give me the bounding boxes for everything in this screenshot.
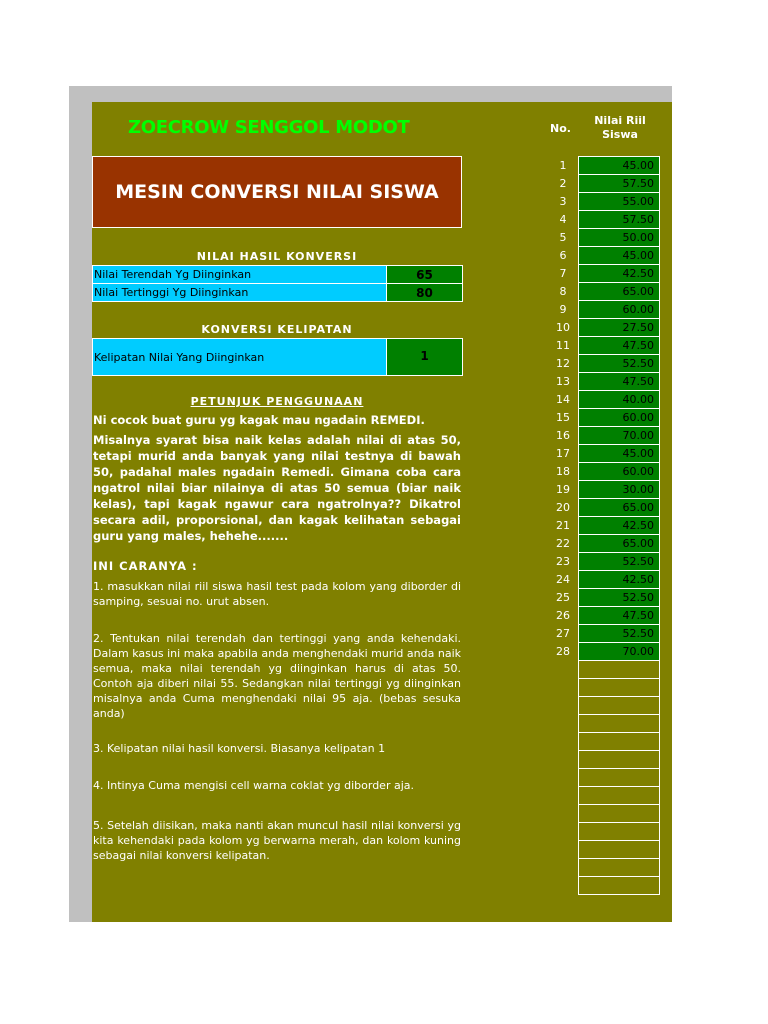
table-row xyxy=(548,607,660,625)
table-row xyxy=(548,859,660,877)
main-heading: MESIN CONVERSI NILAI SISWA xyxy=(115,181,439,203)
table-row xyxy=(548,625,660,643)
row-number xyxy=(548,679,579,697)
row-number: 10 xyxy=(556,321,570,334)
score-cell[interactable]: 52.50 xyxy=(579,625,660,643)
table-row xyxy=(548,337,660,355)
table-row xyxy=(548,481,660,499)
row-number xyxy=(548,715,579,733)
score-cell[interactable]: 70.00 xyxy=(579,427,660,445)
table-row xyxy=(548,589,660,607)
table-row xyxy=(548,445,660,463)
score-cell[interactable]: 40.00 xyxy=(579,391,660,409)
table-row xyxy=(548,247,660,265)
score-cell[interactable] xyxy=(579,805,660,823)
table-row xyxy=(548,769,660,787)
table-row xyxy=(548,643,660,661)
row-number xyxy=(548,733,579,751)
table-row xyxy=(548,301,660,319)
row-number xyxy=(548,841,579,859)
score-cell[interactable]: 50.00 xyxy=(579,229,660,247)
table-row xyxy=(548,175,660,193)
row-number: 9 xyxy=(559,303,567,316)
row-number: 20 xyxy=(556,501,570,514)
score-cell[interactable]: 45.00 xyxy=(579,247,660,265)
score-cell[interactable]: 65.00 xyxy=(579,499,660,517)
score-cell[interactable] xyxy=(579,697,660,715)
row-number: 12 xyxy=(556,357,570,370)
score-cell[interactable]: 30.00 xyxy=(579,481,660,499)
row-number xyxy=(548,787,579,805)
row-number: 4 xyxy=(559,213,567,226)
row-number: 6 xyxy=(559,249,567,262)
row-number: 21 xyxy=(556,519,570,532)
table-row xyxy=(548,679,660,697)
score-cell[interactable]: 65.00 xyxy=(579,535,660,553)
row-number: 25 xyxy=(556,591,570,604)
min-score-label: Nilai Terendah Yg Diinginkan xyxy=(92,265,387,284)
score-cell[interactable]: 57.50 xyxy=(579,211,660,229)
step-5: 5. Setelah diisikan, maka nanti akan muncul hasil nilai konversi yg kita kehendaki pada kolom yg berwarna merah, dan kolom kuning sebagai nilai konversi kelipatan. xyxy=(93,819,461,862)
column-header-value: Nilai Riil Siswa xyxy=(594,114,646,141)
max-score-label: Nilai Tertinggi Yg Diinginkan xyxy=(92,283,387,302)
score-cell[interactable]: 45.00 xyxy=(579,157,660,175)
table-row xyxy=(548,265,660,283)
row-number: 18 xyxy=(556,465,570,478)
row-number: 19 xyxy=(556,483,570,496)
score-cell[interactable] xyxy=(579,877,660,895)
column-header-no: No. xyxy=(550,122,571,135)
table-row xyxy=(548,733,660,751)
score-cell[interactable]: 52.50 xyxy=(579,589,660,607)
score-table xyxy=(548,156,660,895)
table-row xyxy=(548,499,660,517)
step-1: 1. masukkan nilai riil siswa hasil test pada kolom yang diborder di samping, sesuai no. urut absen. xyxy=(93,580,461,608)
table-row xyxy=(548,427,660,445)
table-row xyxy=(548,553,660,571)
table-row xyxy=(548,823,660,841)
score-cell[interactable]: 42.50 xyxy=(579,517,660,535)
table-row xyxy=(548,193,660,211)
app-title: ZOECROW SENGGOL MODOT xyxy=(128,117,410,138)
konversi-section-title: NILAI HASIL KONVERSI xyxy=(196,250,358,263)
score-cell[interactable]: 65.00 xyxy=(579,283,660,301)
max-score-input[interactable]: 80 xyxy=(386,283,463,302)
row-number xyxy=(548,877,579,895)
row-number: 11 xyxy=(556,339,570,352)
instructions-title: PETUNJUK PENGGUNAAN xyxy=(190,395,364,408)
score-cell[interactable] xyxy=(579,769,660,787)
row-number xyxy=(548,661,579,679)
score-cell[interactable] xyxy=(579,661,660,679)
table-row xyxy=(548,571,660,589)
table-row xyxy=(548,463,660,481)
table-row xyxy=(548,211,660,229)
score-cell[interactable]: 45.00 xyxy=(579,445,660,463)
table-row xyxy=(548,409,660,427)
row-number: 24 xyxy=(556,573,570,586)
table-row xyxy=(548,805,660,823)
row-number: 28 xyxy=(556,645,570,658)
main-heading-box[interactable] xyxy=(92,156,462,228)
row-number: 5 xyxy=(559,231,567,244)
score-cell[interactable]: 52.50 xyxy=(579,355,660,373)
table-row xyxy=(548,877,660,895)
row-number xyxy=(548,769,579,787)
table-row xyxy=(548,517,660,535)
score-cell[interactable] xyxy=(579,787,660,805)
row-number: 22 xyxy=(556,537,570,550)
score-cell[interactable]: 70.00 xyxy=(579,643,660,661)
row-number xyxy=(548,823,579,841)
step-3: 3. Kelipatan nilai hasil konversi. Biasanya kelipatan 1 xyxy=(93,742,386,755)
table-row xyxy=(548,841,660,859)
score-cell[interactable] xyxy=(579,859,660,877)
row-number: 15 xyxy=(556,411,570,424)
score-cell[interactable]: 60.00 xyxy=(579,409,660,427)
score-cell[interactable]: 55.00 xyxy=(579,193,660,211)
row-number: 16 xyxy=(556,429,570,442)
table-row xyxy=(548,283,660,301)
table-row xyxy=(548,319,660,337)
row-number xyxy=(548,751,579,769)
row-number: 26 xyxy=(556,609,570,622)
multiple-label: Kelipatan Nilai Yang Diinginkan xyxy=(92,338,387,376)
table-row xyxy=(548,229,660,247)
score-cell[interactable] xyxy=(579,733,660,751)
score-cell[interactable] xyxy=(579,679,660,697)
table-row xyxy=(548,697,660,715)
score-cell[interactable] xyxy=(579,751,660,769)
instructions-intro-1: Ni cocok buat guru yg kagak mau ngadain REMEDI. xyxy=(93,413,425,427)
kelipatan-section-title: KONVERSI KELIPATAN xyxy=(201,323,353,336)
row-number: 27 xyxy=(556,627,570,640)
score-cell[interactable] xyxy=(579,823,660,841)
table-row xyxy=(548,715,660,733)
table-row xyxy=(548,787,660,805)
table-row xyxy=(548,535,660,553)
score-cell[interactable]: 47.50 xyxy=(579,373,660,391)
step-4: 4. Intinya Cuma mengisi cell warna coklat yg diborder aja. xyxy=(93,779,415,792)
score-cell[interactable]: 47.50 xyxy=(579,337,660,355)
table-row xyxy=(548,157,660,175)
table-row xyxy=(548,373,660,391)
score-cell[interactable]: 42.50 xyxy=(579,265,660,283)
table-row xyxy=(548,661,660,679)
row-number: 8 xyxy=(559,285,567,298)
instructions-intro-2: Misalnya syarat bisa naik kelas adalah nilai di atas 50, tetapi murid anda banyak yang nilai testnya di bawah 50, padahal males ngadain Remedi. Gimana coba cara ngatrol nilai biar nilainya di atas 50 semua (biar naik kelas), tapi kagak ngawur cara ngatrolnya?? Dikatrol secara adil, proporsional, dan kagak kelihatan sebagai guru yang males, hehehe....... xyxy=(93,433,461,543)
table-row xyxy=(548,751,660,769)
row-number: 2 xyxy=(559,177,567,190)
score-cell[interactable] xyxy=(579,715,660,733)
row-number: 3 xyxy=(559,195,567,208)
score-cell[interactable]: 27.50 xyxy=(579,319,660,337)
row-number: 7 xyxy=(559,267,567,280)
step-2: 2. Tentukan nilai terendah dan tertinggi yang anda kehendaki. Dalam kasus ini maka apabila anda menghendaki murid anda naik semua, maka nilai terendah yg diinginkan harus di atas 50. Contoh aja diberi nilai 55. Sedangkan nilai tertinggi yg diinginkan misalnya anda Cuma menghendaki nilai 95 aja. (bebas sesuka anda) xyxy=(93,632,461,720)
score-cell[interactable]: 47.50 xyxy=(579,607,660,625)
table-row xyxy=(548,355,660,373)
row-number xyxy=(548,859,579,877)
row-number: 14 xyxy=(556,393,570,406)
score-cell[interactable]: 52.50 xyxy=(579,553,660,571)
row-number xyxy=(548,805,579,823)
min-score-input[interactable]: 65 xyxy=(386,265,463,284)
table-row xyxy=(548,391,660,409)
row-number: 13 xyxy=(556,375,570,388)
score-cell[interactable]: 57.50 xyxy=(579,175,660,193)
multiple-input[interactable]: 1 xyxy=(386,338,463,376)
row-number: 1 xyxy=(559,159,567,172)
row-number: 17 xyxy=(556,447,570,460)
score-cell[interactable]: 60.00 xyxy=(579,463,660,481)
score-cell[interactable]: 60.00 xyxy=(579,301,660,319)
row-number: 23 xyxy=(556,555,570,568)
score-cell[interactable] xyxy=(579,841,660,859)
row-number xyxy=(548,697,579,715)
score-cell[interactable]: 42.50 xyxy=(579,571,660,589)
steps-title: INI CARANYA : xyxy=(93,559,198,573)
